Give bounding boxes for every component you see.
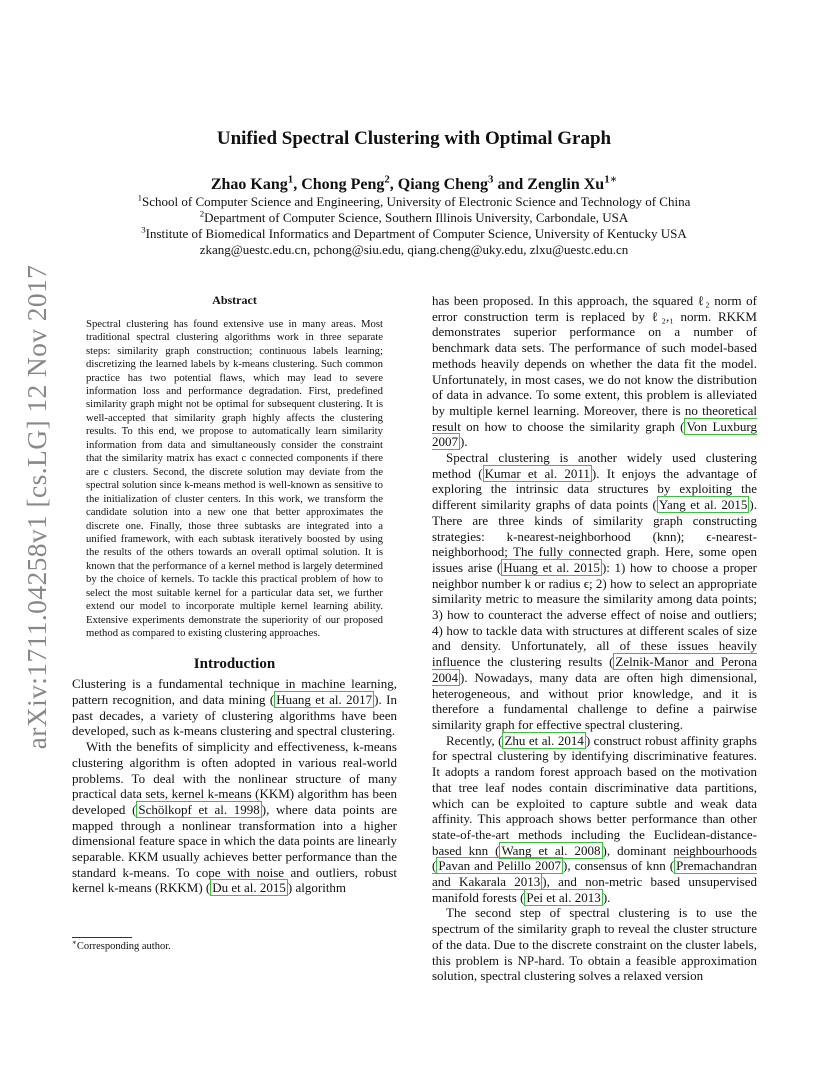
author-emails: zkang@uestc.edu.cn, pchong@siu.edu, qiang.cheng@uky.edu, zlxu@uestc.edu.cn [199, 242, 629, 257]
text-run: ) algorithm [287, 880, 347, 896]
abstract-heading: Abstract [212, 293, 257, 307]
abstract-body: Spectral clustering has found extensive use in many areas. Most traditional spectral clustering algorithms work in three separate steps: similarity graph construction; continuous labels learning; discretizing the learned labels by k-means clustering. Such common practice has two potential flaws, which may lead to severe information loss and performance degradation. First, predefined similarity graph might not be optimal for subsequent clustering. It is well-accepted that similarity graph highly affects the clustering results. To this end, we propose to automatically learn similarity information from data and simultaneously consider the constraint that the similarity matrix has exact c connected components if there are c clusters. Second, the discrete solution may deviate from the spectral solution since k-means method is well-known as sensitive to the initialization of cluster centers. In this work, we transform the candidate solution into a new one that better approximates the discrete one. Finally, those three subtasks are integrated into a unified framework, with each subtask iteratively boosted by using the results of the others towards an overall optimal solution. It is known that the performance of a kernel method is largely determined by the choice of kernels. To tackle this practical problem of how to select the most suitable kernel for a particular data set, we further extend our model to incorporate multiple kernel learning ability. Extensive experiments demonstrate the superiority of our proposed method as compared to existing clustering approaches. [86, 317, 383, 640]
body-paragraph [432, 293, 757, 450]
text-run: Spectral clustering is another widely used clustering method ( [432, 450, 757, 481]
citation-link[interactable]: Pavan and Pelillo 2007 [438, 858, 561, 874]
text-run: ). [460, 434, 468, 450]
affiliation-text: Institute of Biomedical Informatics and Department of Computer Science, University of Kentucky USA [145, 226, 687, 241]
author-name: , Qiang Cheng [389, 176, 489, 193]
citation-link[interactable]: Huang et al. 2015 [503, 559, 600, 575]
text-run: ). There are three kinds of similarity graph constructing strategies: k-nearest-neighborhood (knn); ϵ-nearest-neighborhood; The fully connected graph. Here, some open issues arise ( [432, 497, 757, 575]
footnote-text: Corresponding author. [76, 941, 171, 952]
author-list [0, 173, 828, 194]
text-run: ). It enjoys the advantage of exploring the intrinsic data structures by exploiting the different similarity graphs of data points ( [432, 465, 757, 513]
text-run: ), and non-metric based unsupervised manifold forests ( [432, 874, 757, 905]
text-run: With the benefits of simplicity and effectiveness, k-means clustering algorithm is often adopted in various real-world problems. To deal with the nonlinear structure of many practical data sets, kernel k-means (KKM) algorithm has been developed ( [72, 739, 397, 817]
introduction-heading: Introduction [193, 655, 276, 672]
text-run: ), dominant neighbourhoods ( [432, 842, 757, 874]
text-run: has been proposed. In this approach, the squared ℓ₂ norm of error construction term is replaced by ℓ₂,₁ norm. RKKM demonstrates superior performance on a number of benchmark data sets. The performance of such model-based methods heavily depends on whether the data fit the model. Unfortunately, in most cases, we do not know the distribution of data in advance. To some extent, this problem is alleviated by multiple kernel learning. Moreover, there is no theoretical result on how to choose the similarity graph ( [432, 293, 757, 434]
intro-paragraph [72, 676, 397, 739]
citation-link[interactable]: Zelnik-Manor and Perona 2004 [432, 654, 758, 685]
body-paragraph: The second step of spectral clustering is to use the spectrum of the similarity graph to reveal the cluster structure of the data. Due to the discrete constraint on the cluster labels, this problem is NP-hard. To obtain a feasible approximation solution, spectral clustering solves a relaxed version [432, 905, 757, 984]
citation-link[interactable]: Wang et al. 2008 [501, 842, 601, 858]
footnote [72, 937, 171, 952]
citation-link[interactable]: Kumar et al. 2011 [484, 465, 590, 481]
left-column [72, 293, 397, 896]
citation-link[interactable]: Zhu et al. 2014 [504, 732, 584, 748]
affiliation [0, 226, 828, 242]
footnote-mark: ∗ [72, 938, 77, 947]
body-paragraph [432, 733, 757, 906]
body-paragraph [432, 450, 757, 733]
text-run: Recently, ( [446, 732, 503, 748]
author-name: Zhao Kang [210, 176, 288, 193]
citation-link[interactable]: Pei et al. 2013 [526, 889, 601, 905]
text-run: ), consensus of knn ( [562, 858, 675, 874]
citation-link[interactable]: Schölkopf et al. 1998 [138, 801, 260, 817]
intro-paragraph [72, 739, 397, 896]
affiliation-number: 2 [199, 208, 205, 219]
arxiv-stamp [12, 264, 62, 750]
text-run: ) construct robust affinity graphs for spectral clustering by identifying discriminative features. It adopts a random forest approach based on the motivation that tree leaf nodes contain discriminative data partitions, which can be exploited to capture subtle and weak data affinity. This approach shows better performance than other state-of-the-art methods including the Euclidean-distance-based knn ( [432, 732, 757, 858]
author-name: , Chong Peng [293, 176, 385, 193]
citation-link[interactable]: Huang et al. 2017 [276, 691, 373, 707]
text-run: ): 1) how to choose a proper neighbor number k or radius ϵ; 2) how to select an appropriate similarity metric to measure the similarity among data points; 3) how to counteract the adverse effect of noise and outliers; 4) how to tackle data with structures at different scales of size and density. Unfortunately, all of these issues heavily influence the clustering results ( [432, 559, 757, 670]
paper-title: Unified Spectral Clustering with Optimal Graph [216, 128, 612, 149]
author-affil-mark: 1 [287, 173, 294, 186]
citation-link[interactable]: Du et al. 2015 [212, 880, 286, 896]
text-run: Clustering is a fundamental technique in machine learning, pattern recognition, and data mining ( [72, 676, 397, 707]
citation-link[interactable]: Von Luxburg 2007 [432, 418, 758, 450]
affiliation [0, 194, 828, 210]
affiliation-number: 1 [137, 192, 143, 203]
right-column [432, 293, 757, 984]
text-run: ). [602, 889, 611, 905]
author-name: and Zenglin Xu [493, 176, 605, 193]
footnote-rule [72, 937, 132, 938]
affiliation-text: School of Computer Science and Engineering, University of Electronic Science and Technology of China [142, 194, 691, 209]
author-affil-mark: 1∗ [604, 173, 618, 186]
text-run: ). Nowadays, many data are often high dimensional, heterogeneous, and without prior knowledge, and it is therefore a fundamental challenge to define a pairwise similarity graph for effective spectral clustering. [432, 669, 757, 732]
author-affil-mark: 2 [384, 173, 390, 186]
citation-link[interactable]: Yang et al. 2015 [658, 497, 748, 513]
arxiv-stamp-text: arXiv:1711.04258v1 [cs.LG] 12 Nov 2017 [21, 264, 52, 750]
affiliation-text: Department of Computer Science, Southern Illinois University, Carbondale, USA [204, 210, 629, 225]
text-run: ). In past decades, a variety of clustering algorithms have been developed, such as k-means clustering and spectral clustering. [72, 691, 397, 739]
affiliation [0, 210, 828, 226]
citation-link[interactable]: Premachandran and Kakarala 2013 [432, 858, 757, 890]
affiliation-number: 3 [141, 224, 146, 235]
text-run: ), where data points are mapped through a nonlinear transformation into a higher dimensional feature space in which the data points are linearly separable. KKM usually achieves better performance than the standard k-means. To cope with noise and outliers, robust kernel k-means (RKKM) ( [72, 801, 397, 896]
author-affil-mark: 3 [488, 173, 494, 186]
